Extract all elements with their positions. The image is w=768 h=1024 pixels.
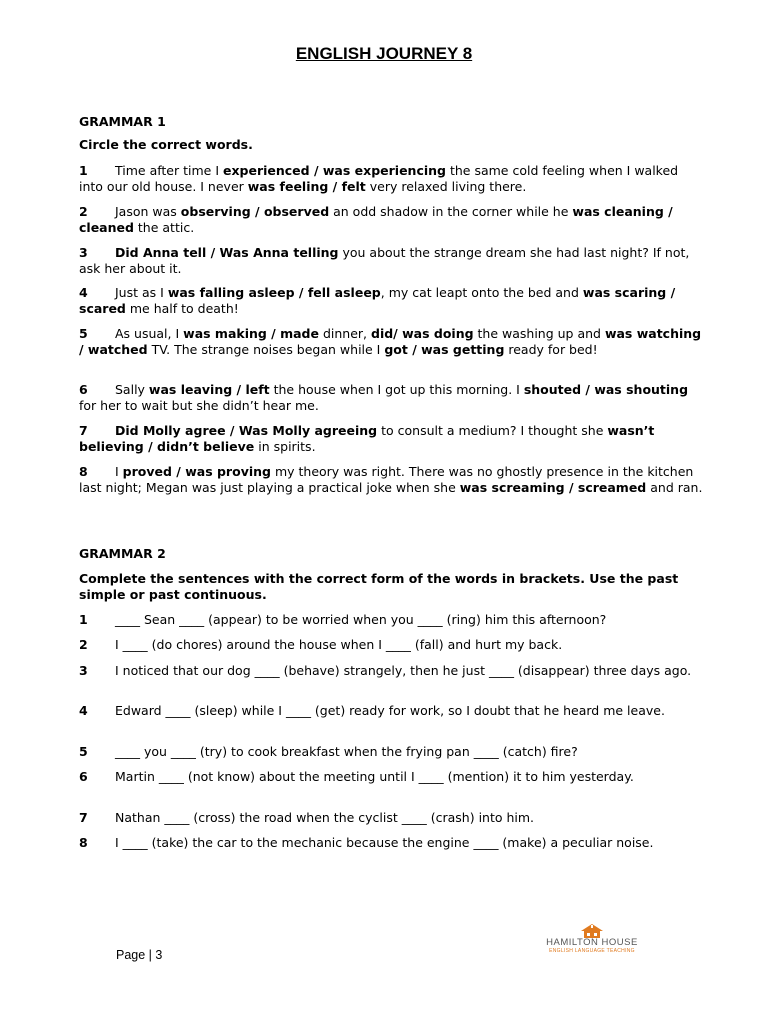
item-number: 2 bbox=[79, 204, 88, 219]
answer-choice: proved / was proving bbox=[122, 464, 271, 479]
grammar-1-heading: GRAMMAR 1 bbox=[79, 114, 166, 129]
page-number: Page | 3 bbox=[116, 948, 163, 962]
grammar-1-item bbox=[79, 423, 704, 455]
grammar-1-item bbox=[79, 285, 704, 317]
grammar-2-item bbox=[79, 612, 704, 628]
grammar-1-item bbox=[79, 382, 704, 414]
grammar-1-item bbox=[79, 245, 704, 277]
item-text: ready for bed! bbox=[504, 342, 598, 357]
item-text: Sally bbox=[115, 382, 149, 397]
item-number: 5 bbox=[79, 326, 88, 341]
item-text: the attic. bbox=[133, 220, 195, 235]
grammar-1-item bbox=[79, 204, 704, 236]
grammar-2-item bbox=[79, 744, 704, 760]
item-text: and ran. bbox=[646, 480, 703, 495]
item-text: very relaxed living there. bbox=[365, 179, 527, 194]
item-text: an odd shadow in the corner while he bbox=[329, 204, 573, 219]
page-title: ENGLISH JOURNEY 8 bbox=[295, 44, 473, 63]
item-text: the same cold feeling when I walked into our old house. I never bbox=[79, 163, 679, 194]
answer-choice: was feeling / felt bbox=[247, 179, 366, 194]
item-text: my theory was right. There was no ghostly presence in the kitchen last night; Megan was just playing a practical joke when she bbox=[79, 464, 694, 495]
item-text: I ____ (do chores) around the house when I ____ (fall) and hurt my back. bbox=[115, 637, 563, 652]
item-text: TV. The strange noises began while I bbox=[147, 342, 385, 357]
answer-choice: wasn’t believing / didn’t believe bbox=[79, 423, 655, 454]
answer-choice: was scaring / scared bbox=[79, 285, 676, 316]
item-number: 3 bbox=[79, 663, 88, 678]
grammar-1-instruction: Circle the correct words. bbox=[79, 137, 253, 152]
item-text: I noticed that our dog ____ (behave) strangely, then he just ____ (disappear) three days ago. bbox=[115, 663, 692, 678]
logo-name: HAMILTON HOUSE bbox=[546, 937, 638, 948]
item-text: the house when I got up this morning. I bbox=[269, 382, 524, 397]
grammar-2-instruction: Complete the sentences with the correct form of the words in brackets. Use the past simple or past continuous. bbox=[79, 571, 679, 602]
answer-choice: was screaming / screamed bbox=[459, 480, 647, 495]
item-text: you about the strange dream she had last night? If not, ask her about it. bbox=[79, 245, 690, 276]
item-text: the washing up and bbox=[473, 326, 605, 341]
grammar-2-item bbox=[79, 769, 704, 785]
item-text: ____ you ____ (try) to cook breakfast when the frying pan ____ (catch) fire? bbox=[115, 744, 578, 759]
item-number: 7 bbox=[79, 810, 88, 825]
hamilton-house-logo bbox=[540, 924, 644, 955]
house-icon bbox=[581, 924, 603, 938]
answer-choice: Did Anna tell / Was Anna telling bbox=[115, 245, 339, 260]
item-number: 6 bbox=[79, 769, 88, 784]
grammar-2-item bbox=[79, 637, 704, 653]
item-number: 6 bbox=[79, 382, 88, 397]
grammar-2-item bbox=[79, 663, 704, 679]
item-text: to consult a medium? I thought she bbox=[377, 423, 608, 438]
item-number: 4 bbox=[79, 285, 88, 300]
item-text: Martin ____ (not know) about the meeting until I ____ (mention) it to him yesterday. bbox=[115, 769, 634, 784]
item-text: Edward ____ (sleep) while I ____ (get) ready for work, so I doubt that he heard me leave. bbox=[115, 703, 665, 718]
answer-choice: got / was getting bbox=[384, 342, 505, 357]
item-number: 2 bbox=[79, 637, 88, 652]
answer-choice: experienced / was experiencing bbox=[222, 163, 446, 178]
item-text: ____ Sean ____ (appear) to be worried when you ____ (ring) him this afternoon? bbox=[115, 612, 607, 627]
item-text: Jason was bbox=[115, 204, 181, 219]
item-text: , my cat leapt onto the bed and bbox=[380, 285, 583, 300]
grammar-2-item bbox=[79, 703, 704, 719]
answer-choice: did/ was doing bbox=[371, 326, 474, 341]
grammar-2-heading: GRAMMAR 2 bbox=[79, 546, 166, 561]
item-number: 5 bbox=[79, 744, 88, 759]
answer-choice: was making / made bbox=[183, 326, 319, 341]
item-number: 3 bbox=[79, 245, 88, 260]
item-text: in spirits. bbox=[254, 439, 316, 454]
answer-choice: Did Molly agree / Was Molly agreeing bbox=[115, 423, 378, 438]
item-text: Time after time I bbox=[115, 163, 223, 178]
item-text: I bbox=[115, 464, 123, 479]
item-text: for her to wait but she didn’t hear me. bbox=[79, 398, 319, 413]
item-number: 1 bbox=[79, 612, 88, 627]
item-number: 1 bbox=[79, 163, 88, 178]
item-number: 7 bbox=[79, 423, 88, 438]
answer-choice: was cleaning / cleaned bbox=[79, 204, 673, 235]
item-number: 8 bbox=[79, 464, 88, 479]
grammar-1-item bbox=[79, 163, 704, 195]
grammar-1-item bbox=[79, 326, 704, 358]
logo-tagline: ENGLISH LANGUAGE TEACHING bbox=[549, 948, 635, 954]
grammar-2-item bbox=[79, 810, 704, 826]
grammar-2-item bbox=[79, 835, 704, 851]
item-text: me half to death! bbox=[125, 301, 239, 316]
item-number: 8 bbox=[79, 835, 88, 850]
item-text: dinner, bbox=[318, 326, 371, 341]
item-text: I ____ (take) the car to the mechanic because the engine ____ (make) a peculiar noise. bbox=[115, 835, 654, 850]
item-text: As usual, I bbox=[115, 326, 184, 341]
answer-choice: shouted / was shouting bbox=[523, 382, 689, 397]
answer-choice: was falling asleep / fell asleep bbox=[167, 285, 381, 300]
item-text: Nathan ____ (cross) the road when the cyclist ____ (crash) into him. bbox=[115, 810, 535, 825]
item-number: 4 bbox=[79, 703, 88, 718]
answer-choice: observing / observed bbox=[180, 204, 330, 219]
answer-choice: was watching / watched bbox=[79, 326, 702, 357]
grammar-1-item bbox=[79, 464, 704, 496]
answer-choice: was leaving / left bbox=[148, 382, 270, 397]
item-text: Just as I bbox=[115, 285, 168, 300]
